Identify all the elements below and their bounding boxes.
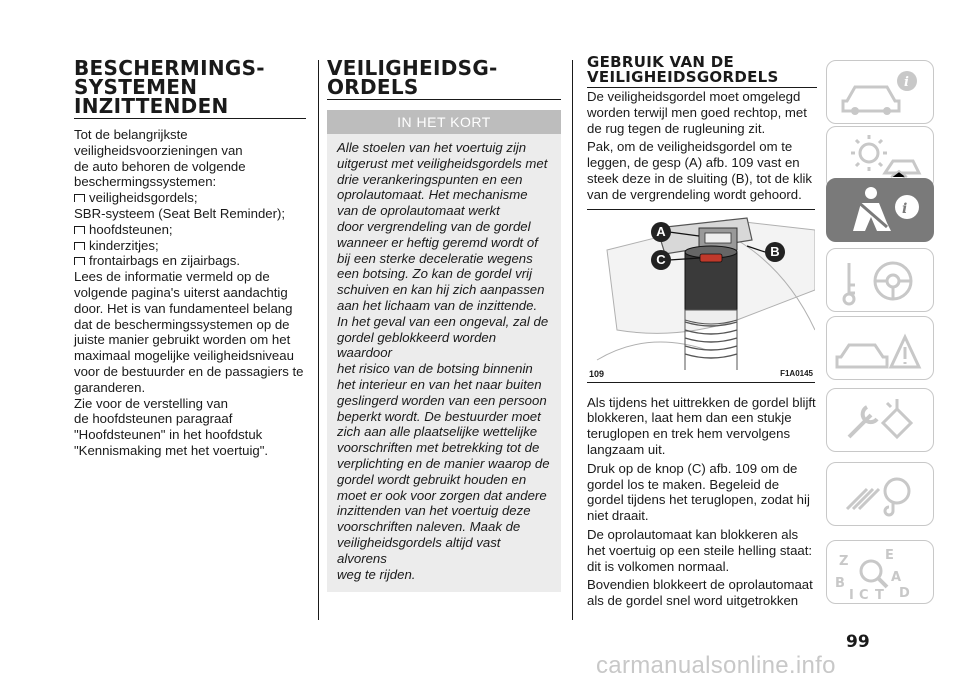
- bullet-box-icon: [74, 242, 85, 250]
- text-line: van de vergrendeling wordt gehoord.: [587, 186, 802, 202]
- list-item: [74, 190, 306, 206]
- text-line: wanneer er heftig geremd wordt of: [337, 234, 538, 250]
- text-line: weg te rijden.: [337, 566, 416, 582]
- summary-box: [327, 110, 561, 592]
- tab-multimedia[interactable]: [826, 462, 934, 526]
- text-line: inzittenden van het voertuig deze: [337, 503, 531, 519]
- section-title-block: [587, 55, 817, 88]
- summary-box-text: [327, 134, 561, 592]
- svg-text:i: i: [902, 201, 908, 217]
- text-line: veiligheidsvoorzieningen van: [74, 142, 243, 158]
- section-title-line-1: BESCHERMINGS-: [74, 56, 265, 80]
- text-line: voorschriften naleven. Maak de: [337, 519, 521, 535]
- text-line: als de gordel snel word uitgetrokken: [587, 593, 799, 609]
- column-divider: [318, 60, 319, 620]
- list-item: [74, 222, 306, 238]
- text-line: De oprolautomaat kan blokkeren als: [587, 526, 799, 542]
- text-line: Bovendien blokkeert de oprolautomaat: [587, 577, 813, 593]
- section-title-block: [327, 56, 561, 100]
- figure-number: 109: [589, 368, 605, 379]
- headrest-reference-paragraph: [74, 396, 306, 459]
- text-line: steek deze in de sluiting (B), tot de klik: [587, 170, 813, 186]
- list-item-text: hoofdsteunen;: [89, 221, 173, 237]
- paragraph: [587, 139, 817, 202]
- list-item-text: veiligheidsgordels;: [89, 190, 198, 206]
- text-line: de auto behoren de volgende: [74, 158, 246, 174]
- svg-text:B: B: [835, 576, 845, 591]
- list-item: [74, 253, 306, 269]
- svg-text:E: E: [885, 548, 894, 563]
- text-line: veiligheidsgordels altijd vast alvorens: [337, 534, 501, 566]
- column-seatbelts: [327, 0, 561, 592]
- section-title-line-3: INZITTENDEN: [74, 94, 229, 118]
- summary-box-title: IN HET KORT: [327, 110, 561, 134]
- info-paragraph: [74, 269, 306, 395]
- text-line: uitgerust met veiligheidsgordels met: [337, 155, 548, 171]
- section-title-line-2: SYSTEMEN: [74, 75, 198, 99]
- paragraph: [587, 395, 817, 458]
- text-line: verplichting en de manier waarop de: [337, 455, 550, 471]
- text-line: Tot de belangrijkste: [74, 127, 188, 142]
- text-line: drie verankeringspunten en een: [337, 171, 523, 187]
- svg-text:D: D: [899, 586, 910, 601]
- text-line: door vergrendeling van de gordel: [337, 218, 531, 234]
- column-using-seatbelts: [587, 0, 817, 609]
- text-line: beschermingssystemen:: [74, 174, 217, 190]
- text-line: niet draait.: [587, 508, 649, 524]
- svg-text:i: i: [904, 75, 909, 90]
- svg-text:I: I: [849, 588, 854, 603]
- paragraph: [587, 577, 817, 609]
- tab-emergency[interactable]: [826, 316, 934, 380]
- car-info-icon: [827, 61, 933, 123]
- text-line: van de oprolautomaat werkt: [337, 203, 500, 219]
- callout-label-b: B: [765, 242, 785, 262]
- text-line: het interieur en van het naar buiten: [337, 376, 542, 392]
- tab-index[interactable]: [826, 540, 934, 604]
- callout-label-a: A: [651, 222, 671, 242]
- text-line: Alle stoelen van het voertuig zijn: [337, 140, 527, 155]
- text-line: zich aan alle plaatselijke wettelijke: [337, 424, 538, 440]
- text-line: Lees de informatie vermeld op de: [74, 269, 270, 285]
- seatbelt-airbag-icon: [827, 179, 933, 241]
- paragraph: [587, 89, 817, 136]
- page-number: 99: [846, 632, 870, 652]
- section-title-line-1: VEILIGHEIDSG-: [327, 56, 498, 80]
- callout-label-c: C: [651, 250, 671, 270]
- section-title-line-2: VEILIGHEIDSGORDELS: [587, 68, 779, 86]
- text-line: volgende pagina's uiterst aandachtig: [74, 284, 288, 300]
- section-title-line-2: ORDELS: [327, 75, 419, 99]
- tab-car-info[interactable]: [826, 60, 934, 124]
- bullet-box-icon: [74, 226, 85, 234]
- text-line: langzaam uit.: [587, 441, 666, 457]
- figure-code: F1A0145: [780, 368, 813, 378]
- text-line: gordel los te maken. Begeleid de: [587, 476, 780, 492]
- list-item: [74, 238, 306, 254]
- text-line: worden terwijl men goed rechtop, met: [587, 104, 807, 120]
- text-line: "Kennismaking met het voertuig".: [74, 442, 269, 458]
- sbr-line: SBR-systeem (Seat Belt Reminder);: [74, 205, 286, 221]
- svg-text:Z: Z: [839, 554, 849, 569]
- text-line: dat de beschermingssystemen op de: [74, 316, 290, 332]
- text-line: juiste manier gebruikt worden om het: [74, 332, 291, 348]
- section-title-line-1: GEBRUIK VAN DE: [587, 53, 735, 71]
- watermark: carmanualsonline.info: [596, 652, 836, 679]
- tab-maintenance[interactable]: [826, 388, 934, 452]
- multimedia-icon: [827, 463, 933, 525]
- paragraph: [587, 461, 817, 524]
- car-breakdown-icon: [827, 317, 933, 379]
- tab-starting-driving[interactable]: [826, 248, 934, 312]
- text-line: Pak, om de veiligheidsgordel om te: [587, 139, 793, 155]
- text-line: gordel geblokkeerd worden waardoor: [337, 329, 497, 361]
- text-line: de rug tegen de rugleuning zit.: [587, 120, 766, 136]
- text-line: de hoofdsteunen paragraaf: [74, 411, 233, 427]
- text-line: het risico van de botsing binnenin: [337, 361, 533, 377]
- text-line: gordel wordt gebruikt houden en: [337, 471, 527, 487]
- text-line: leggen, de gesp (A) afb. 109 vast en: [587, 155, 800, 171]
- section-title-block: [74, 56, 306, 119]
- column-occupant-protection: [74, 0, 306, 459]
- text-line: voor de bestuurder en de passagiers te: [74, 363, 304, 379]
- text-line: een botsing. Zo kan de gordel vrij: [337, 266, 532, 282]
- tab-safety[interactable]: [826, 178, 934, 242]
- text-line: Als tijdens het uittrekken de gordel blijft: [587, 394, 816, 410]
- text-line: maximaal mogelijke veiligheidsniveau: [74, 348, 294, 364]
- text-line: In het geval van een ongeval, zal de: [337, 313, 549, 329]
- figure-seatbelt-buckle: [587, 209, 815, 383]
- text-line: bij een sterke deceleratie wegens: [337, 250, 533, 266]
- text-line: het voertuig op een steile helling staat:: [587, 542, 813, 558]
- paragraph: [587, 527, 817, 574]
- svg-text:T: T: [875, 588, 884, 603]
- text-line: "Hoofdsteunen" in het hoofdstuk: [74, 427, 263, 443]
- intro-paragraph: [74, 127, 306, 190]
- key-steering-icon: [827, 249, 933, 311]
- text-line: voorschriften met betrekking tot de: [337, 440, 540, 456]
- text-line: aan het lichaam van de inzittende.: [337, 297, 538, 313]
- text-line: Zie voor de verstelling van: [74, 395, 228, 411]
- text-line: De veiligheidsgordel moet omgelegd: [587, 89, 801, 104]
- svg-text:A: A: [891, 570, 902, 585]
- bullet-box-icon: [74, 257, 85, 265]
- text-line: blokkeren, laat hem dan een stukje: [587, 410, 792, 426]
- column-divider: [572, 60, 573, 620]
- text-line: teruglopen en trek hem vervolgens: [587, 426, 791, 442]
- text-line: garanderen.: [74, 379, 146, 395]
- list-item-text: kinderzitjes;: [89, 237, 159, 253]
- seatbelt-buckle-illustration: [587, 210, 815, 370]
- text-line: moet er ook voor zorgen dat andere: [337, 487, 547, 503]
- text-line: geslingerd worden van een persoon: [337, 392, 547, 408]
- text-line: gordel tijdens het teruglopen, zodat hij: [587, 492, 810, 508]
- maintenance-tools-icon: [827, 389, 933, 451]
- text-line: Druk op de knop (C) afb. 109 om de: [587, 460, 798, 476]
- text-line: beperkt wordt. De bestuurder moet: [337, 408, 541, 424]
- text-line: door. Het is van fundamenteel belang: [74, 300, 293, 316]
- text-line: dit is volkomen normaal.: [587, 558, 730, 574]
- text-line: oprolautomaat. Het mechanisme: [337, 187, 528, 203]
- bullet-box-icon: [74, 194, 85, 202]
- index-search-icon: [827, 541, 933, 603]
- list-item-text: frontairbags en zijairbags.: [89, 253, 241, 269]
- svg-text:C: C: [859, 588, 869, 603]
- text-line: schuiven en kan hij zich aanpassen: [337, 282, 545, 298]
